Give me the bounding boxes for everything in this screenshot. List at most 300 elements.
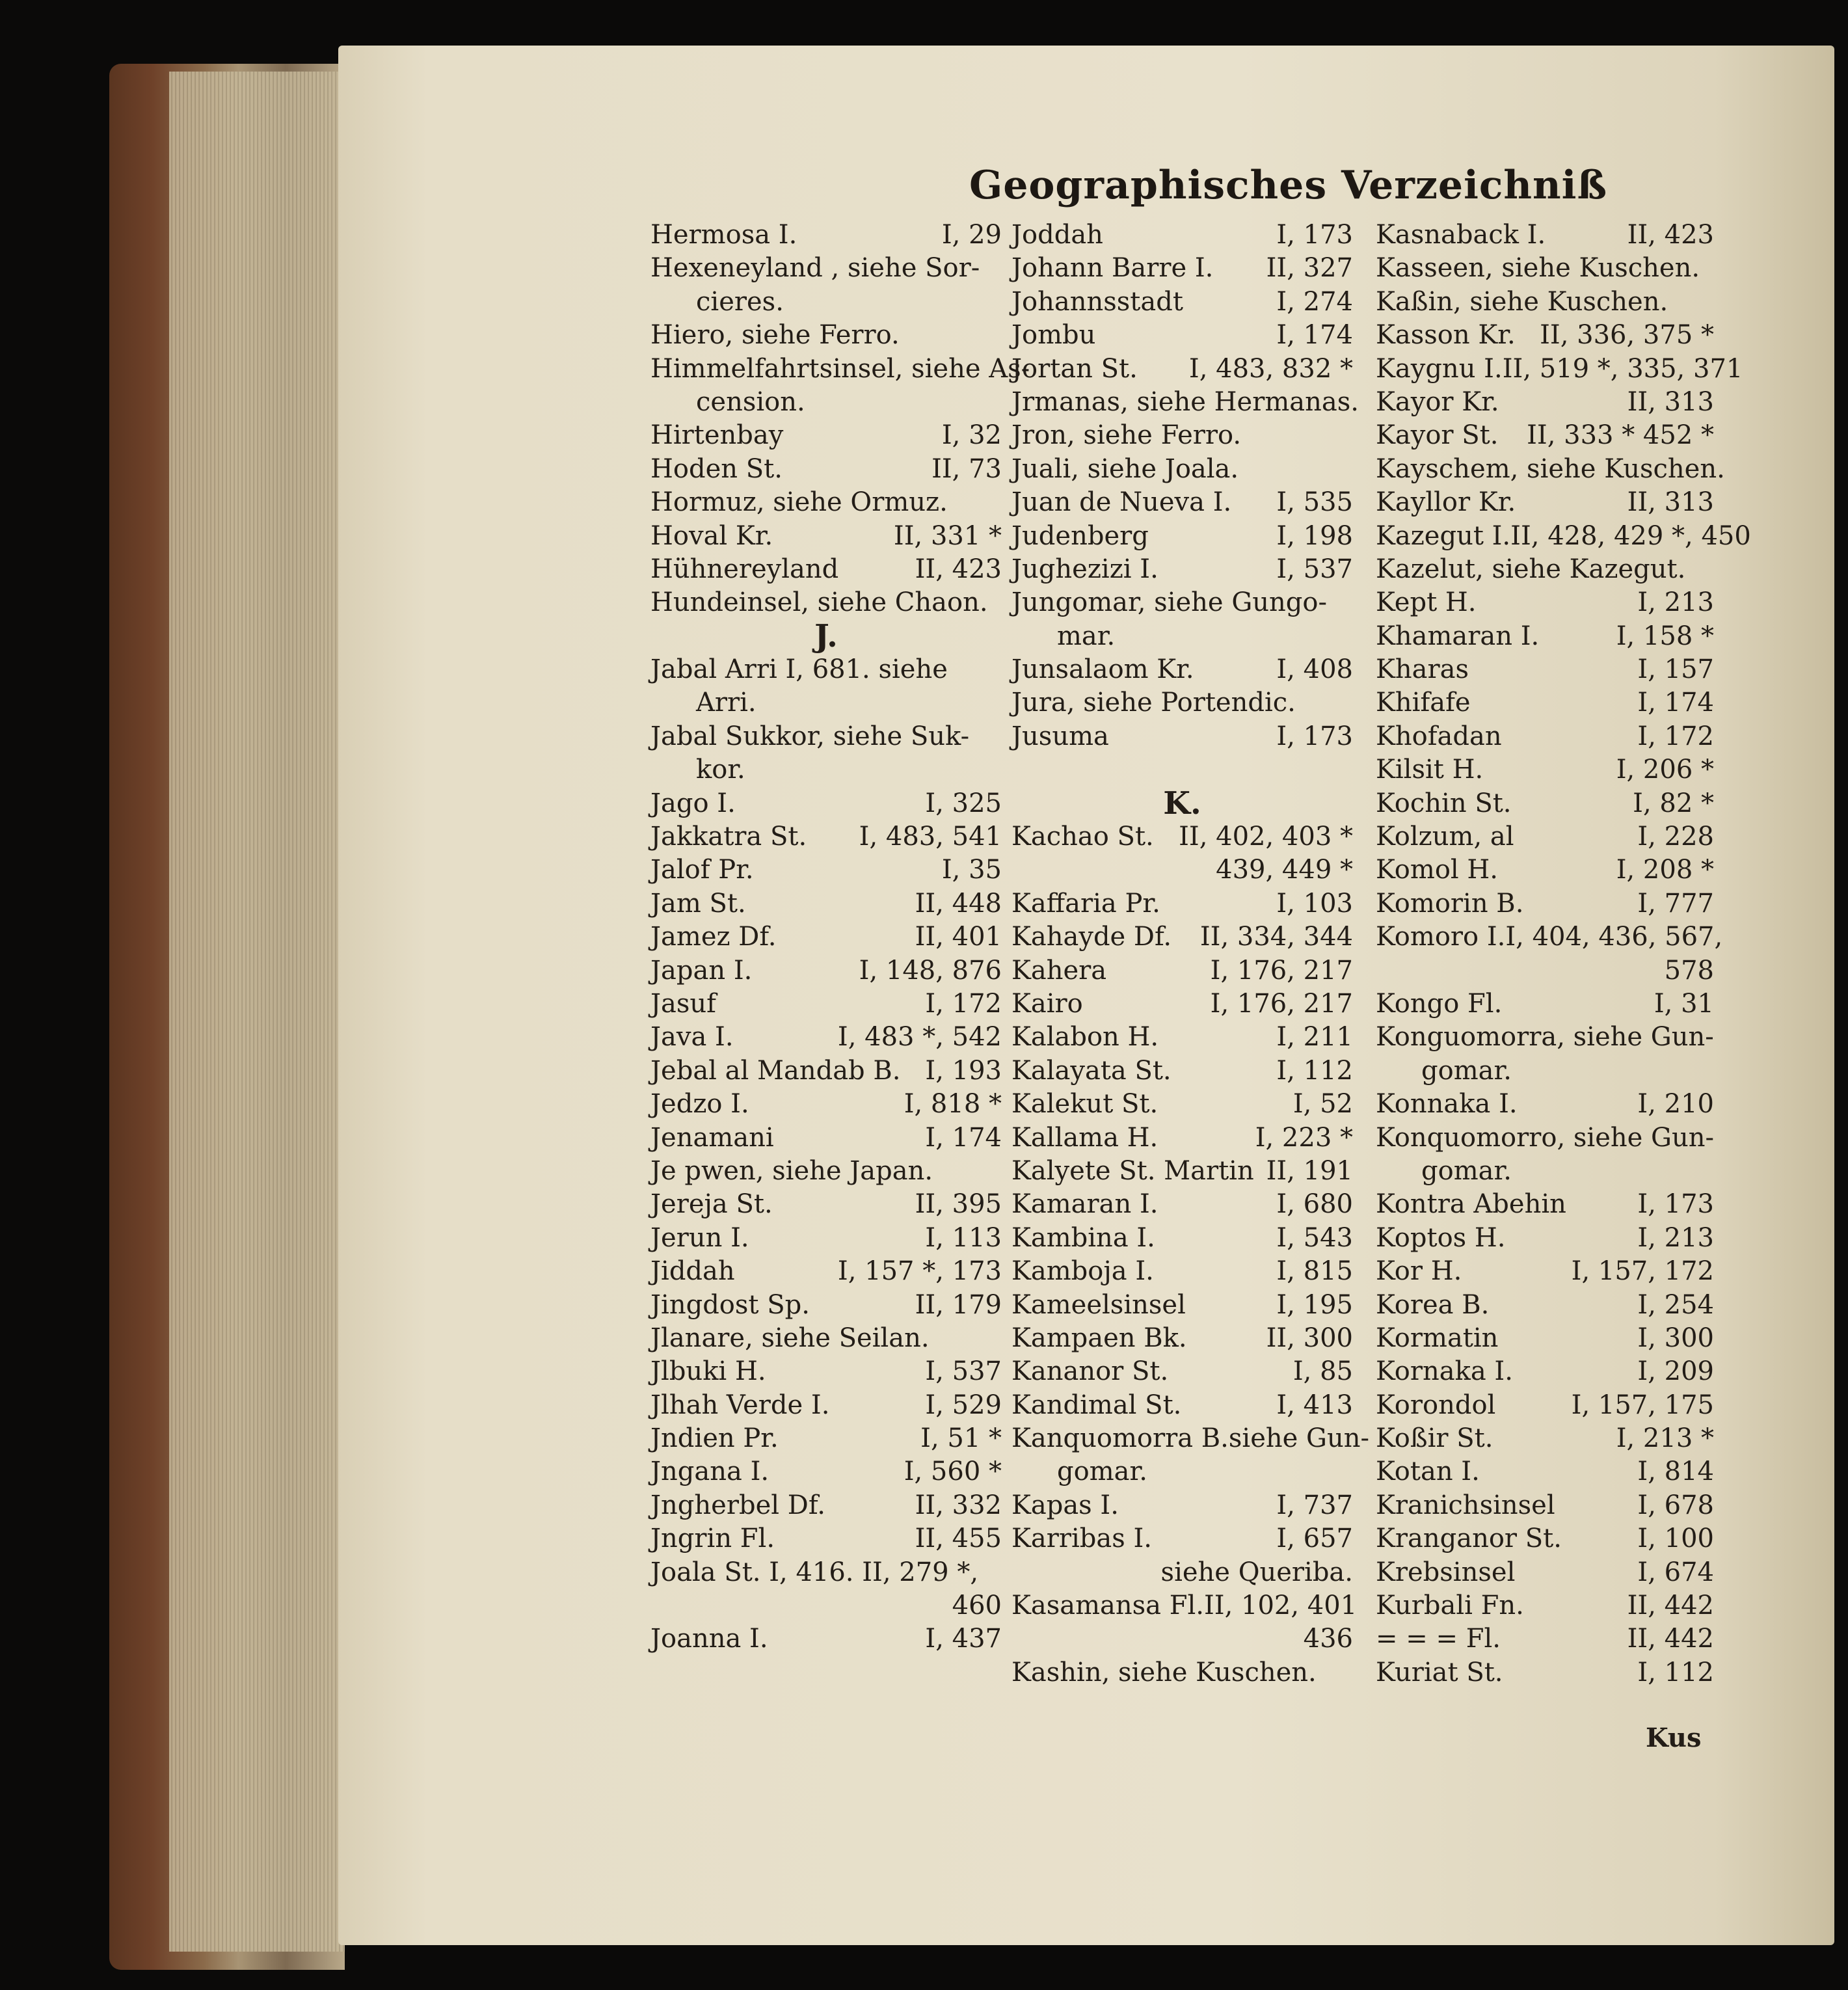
entry-pages: II, 73 (931, 453, 1002, 484)
entry-name: Jiddah (650, 1256, 735, 1287)
index-entry (1376, 1422, 1714, 1455)
index-entry (1376, 1122, 1714, 1155)
index-entry (650, 1589, 1002, 1622)
entry-pages: II, 300 (1266, 1323, 1353, 1353)
entry-pages: II, 423 (915, 554, 1002, 584)
entry-pages: I, 404, 436, 567, (1505, 922, 1723, 952)
index-entry (1376, 453, 1725, 486)
entry-pages: II, 442 (1627, 1591, 1714, 1621)
index-entry (650, 1289, 1002, 1322)
index-entry (650, 854, 1002, 887)
entry-pages: II, 313 (1627, 386, 1714, 417)
index-entry (1376, 1289, 1714, 1322)
index-entry (650, 252, 1002, 285)
index-entry (1376, 586, 1714, 619)
entry-pages: II, 401 (915, 922, 1002, 952)
entry-name: Kasseen, siehe Kuschen. (1376, 253, 1700, 284)
entry-pages: II, 428, 429 *, 450 (1510, 520, 1751, 551)
index-entry (650, 954, 1002, 988)
entry-name: Kazelut, siehe Kazegut. (1376, 554, 1686, 584)
index-entry (650, 820, 1002, 854)
index-entry (1011, 1322, 1353, 1355)
index-entry (1011, 820, 1353, 854)
index-entry (650, 686, 1002, 719)
entry-name: Kallama H. (1011, 1122, 1158, 1153)
entry-pages: I, 529 (925, 1390, 1002, 1420)
index-entry (650, 753, 1002, 787)
index-entry (650, 1088, 1002, 1121)
entry-name: Jlbuki H. (650, 1356, 766, 1387)
index-entry (1376, 286, 1714, 319)
entry-pages: II, 332 (915, 1490, 1002, 1520)
entry-pages: II, 313 (1627, 487, 1714, 518)
index-entry (650, 1489, 1002, 1522)
entry-name: Kapas I. (1011, 1490, 1119, 1520)
entry-name: Kaßin, siehe Kuschen. (1376, 286, 1668, 317)
entry-name: Jrmanas, siehe Hermanas. (1011, 386, 1359, 417)
entry-pages: I, 173 (1276, 721, 1353, 751)
entry-pages: I, 193 (925, 1055, 1002, 1086)
entry-name: Kormatin (1376, 1323, 1499, 1353)
index-entry (650, 921, 1002, 954)
entry-pages: I, 543 (1276, 1222, 1353, 1253)
entry-name: Kochin St. (1376, 788, 1512, 818)
entry-name: Jngrin Fl. (650, 1524, 775, 1554)
entry-name: Kandimal St. (1011, 1390, 1182, 1420)
index-entry (1011, 1088, 1353, 1121)
entry-name: gomar. (1421, 1055, 1512, 1086)
entry-pages: I, 198 (1276, 520, 1353, 551)
index-entry (1011, 586, 1353, 619)
index-entry (650, 1622, 1002, 1656)
index-entry (1376, 1622, 1714, 1656)
entry-pages: I, 209 (1637, 1356, 1714, 1387)
entry-name: Junsalaom Kr. (1011, 654, 1194, 685)
index-entry (1376, 854, 1714, 887)
entry-pages: II, 448 (915, 888, 1002, 919)
index-entry (1011, 887, 1353, 921)
entry-pages: I, 211 (1276, 1022, 1353, 1053)
index-entry (1011, 520, 1353, 553)
index-entry (1011, 954, 1353, 988)
entry-pages: I, 112 (1276, 1055, 1353, 1086)
entry-pages: I, 213 * (1616, 1423, 1714, 1454)
index-entry (650, 486, 1002, 519)
index-entry (1376, 1455, 1714, 1488)
index-entry (1376, 319, 1714, 352)
entry-name: Krebsinsel (1376, 1557, 1516, 1587)
entry-pages: I, 172 (925, 988, 1002, 1019)
entry-pages: I, 195 (1276, 1289, 1353, 1320)
entry-name: Kayllor Kr. (1376, 487, 1516, 518)
entry-name: Jndien Pr. (650, 1423, 779, 1454)
entry-name: Jughezizi I. (1011, 554, 1158, 584)
entry-name: Hundeinsel, siehe Chaon. (650, 587, 988, 618)
entry-name: Joanna I. (650, 1624, 768, 1654)
entry-pages: I, 483, 541 (859, 822, 1002, 852)
index-entry (1376, 553, 1714, 586)
entry-name: K. (1163, 785, 1201, 822)
entry-pages: II, 179 (915, 1289, 1002, 1320)
index-entry (1011, 219, 1353, 252)
entry-name: Hermosa I. (650, 220, 797, 250)
entry-name: gomar. (1057, 1457, 1147, 1487)
entry-name: Japan I. (650, 955, 753, 986)
entry-pages: II, 334, 344 (1199, 922, 1353, 952)
entry-name: Hühnereyland (650, 554, 839, 584)
index-entry (1011, 921, 1353, 954)
entry-name: Komoro I. (1376, 922, 1506, 952)
index-entry (1011, 854, 1353, 887)
entry-name: cension. (696, 386, 805, 417)
entry-name: Kahera (1011, 955, 1107, 986)
entry-name: Jereja St. (650, 1189, 773, 1220)
index-entry (650, 1556, 1002, 1589)
index-entry (650, 1355, 1002, 1388)
index-entry (1011, 720, 1353, 753)
index-entry (1376, 386, 1714, 419)
entry-pages: I, 437 (925, 1624, 1002, 1654)
entry-name: Jalof Pr. (650, 855, 754, 885)
entry-name: Jombu (1011, 320, 1096, 351)
index-entry (650, 1255, 1002, 1288)
index-entry (650, 286, 1002, 319)
entry-pages: I, 560 * (904, 1457, 1002, 1487)
entry-name: Kashin, siehe Kuschen. (1011, 1657, 1317, 1687)
index-entry (1376, 921, 1723, 954)
index-entry (1376, 686, 1714, 719)
entry-name: Juali, siehe Joala. (1011, 453, 1239, 484)
entry-pages: I, 52 (1292, 1089, 1353, 1120)
index-entry (1011, 1422, 1369, 1455)
index-column-2 (1011, 219, 1369, 1689)
entry-pages: I, 208 * (1616, 855, 1714, 885)
entry-pages: I, 228 (1637, 822, 1714, 852)
index-entry (1376, 1088, 1714, 1121)
index-entry (1376, 1389, 1714, 1422)
catchword: Kus (1646, 1723, 1702, 1753)
entry-name: Jingdost Sp. (650, 1289, 810, 1320)
entry-pages: I, 112 (1637, 1657, 1714, 1687)
index-entry (650, 1122, 1002, 1155)
index-entry (1376, 820, 1714, 854)
index-entry (1011, 1522, 1353, 1555)
index-entry (1376, 419, 1714, 452)
index-entry (650, 1322, 1002, 1355)
index-entry (1011, 553, 1353, 586)
index-entry (1011, 620, 1353, 653)
index-entry (1011, 1355, 1353, 1388)
entry-pages: II, 423 (1627, 220, 1714, 250)
entry-pages: I, 737 (1276, 1490, 1353, 1520)
entry-pages: II, 395 (915, 1189, 1002, 1220)
entry-name: Kaffaria Pr. (1011, 888, 1160, 919)
entry-pages: I, 206 * (1616, 755, 1714, 785)
index-entry (1376, 219, 1714, 252)
index-entry (1376, 954, 1714, 988)
index-entry (1376, 1589, 1714, 1622)
entry-name: Komorin B. (1376, 888, 1524, 919)
index-entry (650, 1389, 1002, 1422)
entry-pages: I, 176, 217 (1210, 955, 1353, 986)
entry-name: Kasamansa Fl. (1011, 1591, 1204, 1621)
index-entry (1011, 1222, 1353, 1255)
entry-pages: I, 157 (1637, 654, 1714, 685)
entry-pages: II, 519 *, 335, 371 (1502, 353, 1743, 384)
index-entry (650, 1155, 1002, 1188)
entry-pages: I, 85 (1292, 1356, 1353, 1387)
entry-pages: II, 333 * 452 * (1527, 420, 1714, 451)
entry-pages: I, 213 (1637, 1222, 1714, 1253)
index-entry (650, 520, 1002, 553)
index-entry (1376, 353, 1743, 386)
index-entry (1376, 1322, 1714, 1355)
entry-name: Joala St. I, 416. II, 279 *, (650, 1557, 979, 1587)
index-entry (1376, 1188, 1714, 1221)
index-entry (650, 720, 1002, 753)
index-entry (1376, 887, 1714, 921)
entry-name: Judenberg (1011, 520, 1149, 551)
entry-name: Jenamani (650, 1122, 774, 1153)
entry-name: Kayor Kr. (1376, 386, 1499, 417)
entry-pages: I, 674 (1637, 1557, 1714, 1587)
entry-name: Jlanare, siehe Seilan. (650, 1323, 930, 1353)
entry-name: Hoval Kr. (650, 520, 773, 551)
index-entry (650, 453, 1002, 486)
entry-pages: 578 (1664, 955, 1714, 986)
entry-name: Kotan I. (1376, 1457, 1480, 1487)
index-entry (1376, 1255, 1714, 1288)
entry-name: Je pwen, siehe Japan. (650, 1155, 933, 1186)
index-entry (650, 1222, 1002, 1255)
index-entry (1011, 1155, 1353, 1188)
entry-name: Kept H. (1376, 587, 1477, 618)
entry-name: Jakkatra St. (650, 822, 807, 852)
entry-name: Kazegut I. (1376, 520, 1511, 551)
index-entry (1011, 1122, 1353, 1155)
index-entry (650, 1055, 1002, 1088)
index-entry (1376, 252, 1714, 285)
index-entry (650, 787, 1002, 820)
entry-name: Kasnaback I. (1376, 220, 1546, 250)
entry-name: Hiero, siehe Ferro. (650, 320, 900, 351)
entry-name: Karribas I. (1011, 1524, 1152, 1554)
entry-pages: I, 818 * (904, 1089, 1002, 1120)
index-entry (1376, 1656, 1714, 1689)
section-letter (650, 617, 1002, 654)
entry-pages: I, 174 (1637, 688, 1714, 718)
entry-name: Kalabon H. (1011, 1022, 1159, 1053)
entry-name: Hoden St. (650, 453, 783, 484)
entry-name: Jasuf (650, 988, 716, 1019)
entry-pages: I, 657 (1276, 1524, 1353, 1554)
entry-pages: I, 678 (1637, 1490, 1714, 1520)
index-entry (1011, 453, 1353, 486)
entry-name: Kor H. (1376, 1256, 1462, 1287)
entry-name: Jusuma (1011, 721, 1109, 751)
entry-name: Kranichsinsel (1376, 1490, 1555, 1520)
entry-name: Kranganor St. (1376, 1524, 1562, 1554)
entry-name: Jabal Arri I, 681. siehe (650, 654, 948, 685)
index-entry (1011, 1389, 1353, 1422)
index-entry (1011, 1656, 1353, 1689)
index-entry (1376, 1155, 1714, 1188)
entry-pages: I, 325 (925, 788, 1002, 818)
index-entry (650, 553, 1002, 586)
entry-name: Khamaran I. (1376, 621, 1540, 651)
entry-pages: I, 483, 832 * (1188, 353, 1353, 384)
entry-pages: I, 408 (1276, 654, 1353, 685)
index-entry (1011, 1289, 1353, 1322)
entry-name: Konguomorra, siehe Gun- (1376, 1022, 1714, 1053)
entry-pages: I, 157, 175 (1571, 1390, 1714, 1420)
entry-pages: I, 100 (1637, 1524, 1714, 1554)
index-entry (1011, 1021, 1353, 1054)
entry-name: Jngherbel Df. (650, 1490, 825, 1520)
entry-pages: I, 157 *, 173 (837, 1256, 1002, 1287)
entry-name: Himmelfahrtsinsel, siehe As- (650, 353, 1030, 384)
entry-name: kor. (696, 755, 745, 785)
entry-name: Hexeneyland , siehe Sor- (650, 253, 980, 284)
index-entry (650, 1188, 1002, 1221)
index-entry (1376, 1556, 1714, 1589)
entry-name: J. (814, 617, 838, 654)
index-entry (1376, 620, 1714, 653)
entry-name: Kayschem, siehe Kuschen. (1376, 453, 1725, 484)
index-entry (650, 586, 1002, 619)
entry-pages: I, 173 (1637, 1189, 1714, 1220)
entry-pages: I, 31 (1654, 988, 1714, 1019)
index-entry (1011, 988, 1353, 1021)
entry-name: Kasson Kr. (1376, 320, 1516, 351)
entry-name: Kamboja I. (1011, 1256, 1154, 1287)
index-entry (1011, 252, 1353, 285)
index-column-1 (650, 219, 1030, 1656)
entry-name: Jngana I. (650, 1457, 770, 1487)
index-entry (650, 887, 1002, 921)
entry-pages: II, 102, 401 (1204, 1591, 1358, 1621)
index-entry (650, 988, 1002, 1021)
entry-name: Kharas (1376, 654, 1469, 685)
entry-name: Koßir St. (1376, 1423, 1493, 1454)
entry-pages: II, 191 (1266, 1155, 1353, 1186)
entry-name: Joddah (1011, 220, 1103, 250)
index-entry (1011, 653, 1353, 686)
index-entry (1376, 787, 1714, 820)
entry-pages: I, 537 (925, 1356, 1002, 1387)
entry-name: Kahayde Df. (1011, 922, 1172, 952)
entry-name: Jlhah Verde I. (650, 1390, 830, 1420)
entry-pages: 460 (952, 1591, 1002, 1621)
index-entry (1011, 419, 1353, 452)
entry-name: Juan de Nueva I. (1011, 487, 1232, 518)
entry-name: Kilsit H. (1376, 755, 1484, 785)
entry-pages: I, 173 (1276, 220, 1353, 250)
entry-pages: I, 213 (1637, 587, 1714, 618)
entry-pages: I, 35 (941, 855, 1002, 885)
entry-name: Jamez Df. (650, 922, 777, 952)
entry-name: Kornaka I. (1376, 1356, 1513, 1387)
index-entry (1011, 286, 1353, 319)
index-entry (1011, 1188, 1353, 1221)
entry-name: Kambina I. (1011, 1222, 1155, 1253)
entry-name: Kairo (1011, 988, 1083, 1019)
entry-pages: I, 157, 172 (1571, 1256, 1714, 1287)
entry-pages: I, 172 (1637, 721, 1714, 751)
entry-pages: I, 82 * (1633, 788, 1714, 818)
entry-name: Johann Barre I. (1011, 253, 1214, 284)
entry-name: Kampaen Bk. (1011, 1323, 1187, 1353)
index-entry (650, 219, 1002, 252)
page-stack (169, 72, 345, 1952)
entry-pages: I, 174 (925, 1122, 1002, 1153)
entry-name: Jam St. (650, 888, 746, 919)
entry-name: Kalyete St. Martin (1011, 1155, 1254, 1186)
entry-name: Komol H. (1376, 855, 1499, 885)
entry-name: Koptos H. (1376, 1222, 1506, 1253)
entry-name: Jungomar, siehe Gungo- (1011, 587, 1327, 618)
entry-name: Hirtenbay (650, 420, 784, 451)
entry-name: Arri. (696, 688, 757, 718)
entry-pages: I, 537 (1276, 554, 1353, 584)
page-header: Geographisches Verzeichniß (969, 163, 1608, 208)
entry-pages: I, 51 * (920, 1423, 1002, 1454)
entry-pages: 439, 449 * (1216, 855, 1353, 885)
entry-name: mar. (1057, 621, 1116, 651)
entry-pages: siehe Queriba. (1160, 1557, 1353, 1587)
entry-pages: I, 210 (1637, 1089, 1714, 1120)
entry-name: Kameelsinsel (1011, 1289, 1186, 1320)
index-entry (1011, 486, 1353, 519)
entry-name: Konquomorro, siehe Gun- (1376, 1122, 1714, 1153)
index-entry (650, 386, 1002, 419)
entry-name: Kachao St. (1011, 822, 1154, 852)
entry-name: Korondol (1376, 1390, 1496, 1420)
entry-name: Jortan St. (1011, 353, 1138, 384)
section-letter (1011, 787, 1353, 820)
entry-name: cieres. (696, 286, 784, 317)
entry-pages: I, 483 *, 542 (837, 1022, 1002, 1053)
entry-name: Jabal Sukkor, siehe Suk- (650, 721, 970, 751)
index-entry (650, 1522, 1002, 1555)
index-entry (1376, 1355, 1714, 1388)
entry-pages: II, 402, 403 * (1179, 822, 1353, 852)
index-entry (1376, 753, 1714, 787)
entry-pages: I, 413 (1276, 1390, 1353, 1420)
entry-name: Khofadan (1376, 721, 1502, 751)
entry-name: Kalayata St. (1011, 1055, 1172, 1086)
index-entry (650, 353, 1030, 386)
entry-name: Kongo Fl. (1376, 988, 1503, 1019)
index-entry (1011, 1055, 1353, 1088)
entry-name: Jedzo I. (650, 1089, 749, 1120)
entry-name: Jago I. (650, 788, 736, 818)
index-entry (650, 1021, 1002, 1054)
entry-pages: I, 814 (1637, 1457, 1714, 1487)
entry-name: Kuriat St. (1376, 1657, 1503, 1687)
index-entry (1376, 520, 1751, 553)
entry-name: Kontra Abehin (1376, 1189, 1566, 1220)
index-entry (1011, 1489, 1353, 1522)
entry-pages: I, 223 * (1255, 1122, 1353, 1153)
entry-name: Konnaka I. (1376, 1089, 1518, 1120)
entry-name: Kaygnu I. (1376, 353, 1503, 384)
index-entry (1011, 686, 1353, 719)
index-entry (1376, 1055, 1714, 1088)
index-entry (1376, 1489, 1714, 1522)
entry-name: Kanquomorra B.siehe Gun- (1011, 1423, 1369, 1454)
entry-name: Kalekut St. (1011, 1089, 1158, 1120)
